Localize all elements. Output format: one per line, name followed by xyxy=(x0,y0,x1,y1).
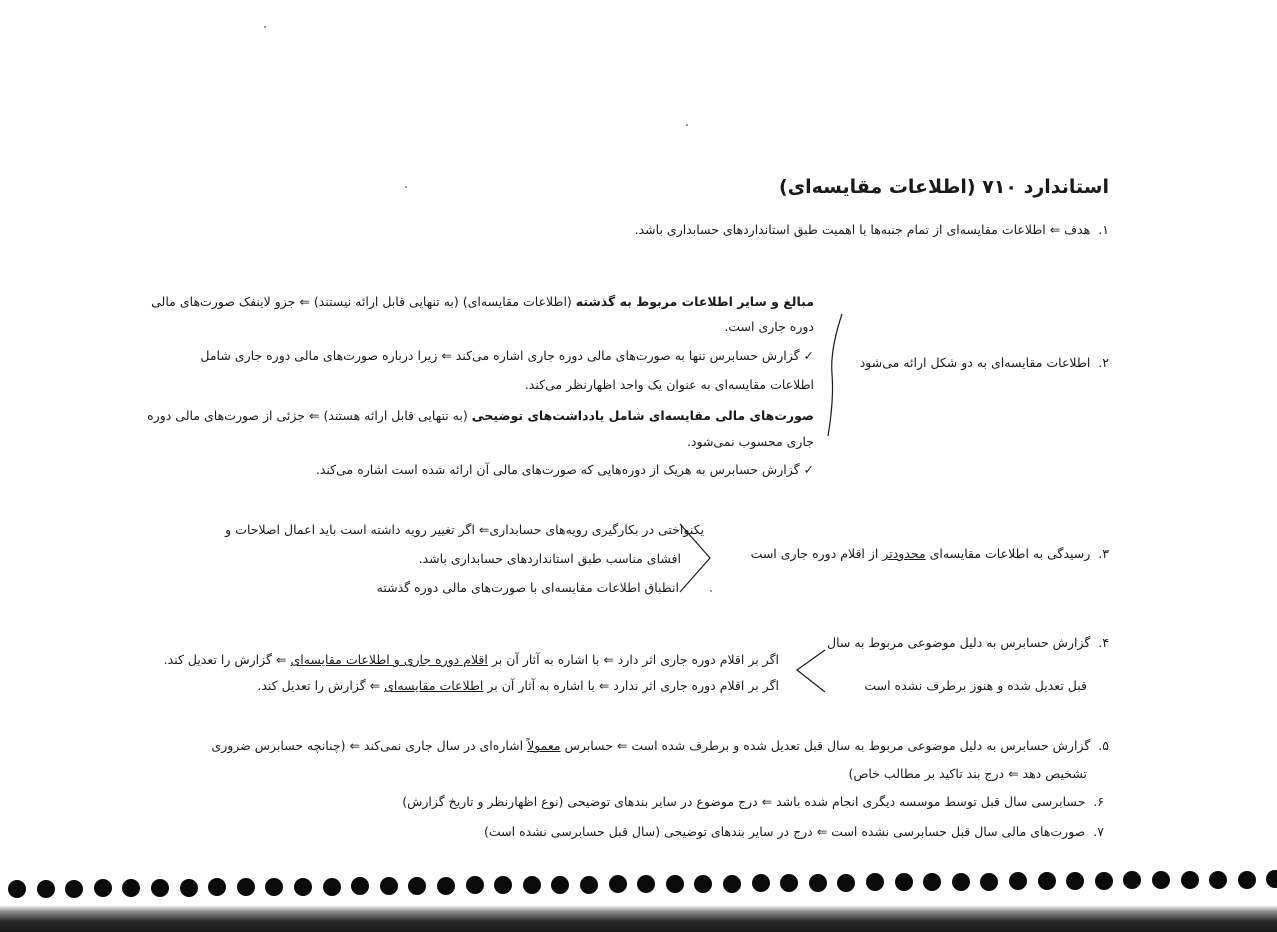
item-3-lead-underlined: محدودتر xyxy=(882,546,926,561)
item-3-b1-line1: یکنواختی در بکارگیری رویه‌های حسابداری⇐ اگر تغییر رویه داشته است باید اعمال اصلاحات و xyxy=(225,522,704,537)
item-2-b-line1 xyxy=(147,408,814,423)
binding-hole xyxy=(94,879,112,897)
binding-hole xyxy=(1181,871,1199,889)
item-4-b1 xyxy=(164,652,779,667)
binding-hole xyxy=(180,879,198,897)
binding-hole xyxy=(122,879,140,897)
item-3-lead-pre: رسیدگی به اطلاعات مقایسه‌ای xyxy=(925,546,1091,561)
binding-hole xyxy=(866,873,884,891)
item-6-text: حسابرسی سال قبل توسط موسسه دیگری انجام شده باشد ⇐ درج موضوع در سایر بندهای توضیحی (نوع اظهارنظر و تاریخ گزارش) xyxy=(402,794,1086,809)
binding-hole xyxy=(1095,872,1113,890)
item-3-lead xyxy=(751,546,1109,561)
binding-hole xyxy=(65,880,83,898)
binding-hole xyxy=(1152,871,1170,889)
binding-hole xyxy=(323,878,341,896)
binding-hole xyxy=(952,873,970,891)
binding-hole xyxy=(37,880,55,898)
item-5-line1-underlined: معمولاً xyxy=(527,738,561,753)
binding-hole xyxy=(1066,872,1084,890)
item-2-b-bold: صورت‌های مالی مقایسه‌ای شامل یادداشت‌های توضیحی xyxy=(471,408,814,423)
binding-hole xyxy=(752,874,770,892)
binding-hole xyxy=(437,877,455,895)
binding-hole xyxy=(551,876,569,894)
item-6 xyxy=(402,794,1104,809)
item-4-brace xyxy=(793,646,829,696)
binding-holes xyxy=(0,860,1277,900)
item-2-a-rest: (اطلاعات مقایسه‌ای) (به تنهایی قابل ارائه نیستند) ⇐ جزو لاینفک صورت‌های مالی xyxy=(151,294,576,309)
binding-hole xyxy=(809,874,827,892)
item-2-a-bold: مبالغ و سایر اطلاعات مربوط به گذشته xyxy=(575,294,814,309)
item-2-b-check: ✓ گزارش حسابرس به هریک از دوره‌هایی که صورت‌های مالی آن ارائه شده است اشاره می‌کند. xyxy=(315,462,814,477)
scan-speck xyxy=(264,26,266,28)
item-2-a-check1: ✓ گزارش حسابرس تنها به صورت‌های مالی دوره جاری اشاره می‌کند ⇐ زیرا درباره صورت‌های مالی دوره جاری شامل xyxy=(200,348,814,363)
binding-hole xyxy=(1123,871,1141,889)
item-7-text: صورت‌های مالی سال قبل حسابرسی نشده است ⇐ درج در سایر بندهای توضیحی (سال قبل حسابرسی نشده است) xyxy=(484,824,1086,839)
item-4-b2-underlined: اطلاعات مقایسه‌ای xyxy=(384,678,484,693)
item-number: ۶. xyxy=(1093,794,1104,809)
binding-hole xyxy=(637,875,655,893)
scan-speck xyxy=(686,124,688,126)
item-3-lead-post: از اقلام دوره جاری است xyxy=(750,546,883,561)
binding-hole xyxy=(609,875,627,893)
item-1 xyxy=(635,222,1109,237)
binding-hole xyxy=(923,873,941,891)
item-3-b1-line2: افشای مناسب طبق استانداردهای حسابداری باشد. xyxy=(418,551,681,566)
item-4-b1-post: ⇐ گزارش را تعدیل کند. xyxy=(163,652,291,667)
item-2-a-check2: اطلاعات مقایسه‌ای به عنوان یک واحد اظهارنظر می‌کند. xyxy=(524,377,814,392)
item-4-b2-pre: اگر بر اقلام دوره جاری اثر ندارد ⇐ با اشاره به آثار آن بر xyxy=(483,678,779,693)
item-number: ۴. xyxy=(1098,635,1109,650)
item-number: ۵. xyxy=(1098,738,1109,753)
item-2-b-rest: (به تنهایی قابل ارائه هستند) ⇐ جزئی از صورت‌های مالی دوره xyxy=(147,408,472,423)
item-2-a-line2: دوره جاری است. xyxy=(724,319,814,334)
binding-hole xyxy=(1266,870,1277,888)
binding-hole xyxy=(1209,871,1227,889)
item-5-line1-post: اشاره‌ای در سال جاری نمی‌کند ⇐ (چنانچه حسابرس ضروری xyxy=(211,738,528,753)
item-2-a-line1 xyxy=(151,294,814,309)
item-4-b1-underlined: اقلام دوره جاری و اطلاعات مقایسه‌ای xyxy=(290,652,488,667)
binding-hole xyxy=(580,876,598,894)
binding-hole xyxy=(1038,872,1056,890)
scan-bottom-edge xyxy=(0,905,1277,932)
item-3-b2: انطباق اطلاعات مقایسه‌ای با صورت‌های مالی دوره گذشته xyxy=(376,580,679,595)
binding-hole xyxy=(237,878,255,896)
binding-hole xyxy=(466,876,484,894)
item-2-b-line2: جاری محسوب نمی‌شود. xyxy=(686,434,814,449)
item-2-lead-text: اطلاعات مقایسه‌ای به دو شکل ارائه می‌شود xyxy=(859,355,1091,370)
binding-hole xyxy=(8,880,26,898)
item-4-b1-pre: اگر بر اقلام دوره جاری اثر دارد ⇐ با اشاره به آثار آن بر xyxy=(487,652,779,667)
binding-hole xyxy=(523,876,541,894)
binding-hole xyxy=(351,877,369,895)
item-number: ۷. xyxy=(1093,824,1104,839)
item-number: ۱. xyxy=(1098,222,1109,237)
binding-hole xyxy=(1009,872,1027,890)
item-4-lead1-text: گزارش حسابرس به دلیل موضوعی مربوط به سال xyxy=(827,635,1091,650)
scan-speck xyxy=(710,590,712,592)
binding-hole xyxy=(666,875,684,893)
binding-hole xyxy=(408,877,426,895)
binding-hole xyxy=(1238,871,1256,889)
binding-hole xyxy=(494,876,512,894)
page-title: استاندارد ۷۱۰ (اطلاعات مقایسه‌ای) xyxy=(779,176,1109,198)
item-4-lead2: قبل تعدیل شده و هنوز برطرف نشده است xyxy=(864,678,1087,693)
item-4-b2-post: ⇐ گزارش را تعدیل کند. xyxy=(257,678,385,693)
binding-hole xyxy=(694,875,712,893)
item-2-lead xyxy=(860,355,1109,370)
item-1-text: هدف ⇐ اطلاعات مقایسه‌ای از تمام جنبه‌ها با اهمیت طبق استانداردهای حسابداری باشد. xyxy=(634,222,1091,237)
item-5-line1-pre: گزارش حسابرس به دلیل موضوعی مربوط به سال قبل تعدیل شده و برطرف شده است ⇐ حسابرس xyxy=(560,738,1091,753)
item-5-line2: تشخیص دهد ⇐ درج بند تاکید بر مطالب خاص) xyxy=(848,766,1087,781)
scan-speck xyxy=(405,186,407,188)
item-4-lead1 xyxy=(827,635,1109,650)
item-4-b2 xyxy=(257,678,779,693)
binding-hole xyxy=(780,874,798,892)
item-2-brace xyxy=(826,310,846,440)
item-5-line1 xyxy=(211,738,1109,753)
binding-hole xyxy=(895,873,913,891)
binding-hole xyxy=(723,875,741,893)
binding-hole xyxy=(294,878,312,896)
item-number: ۳. xyxy=(1098,546,1109,561)
item-number: ۲. xyxy=(1098,355,1109,370)
binding-hole xyxy=(980,873,998,891)
binding-hole xyxy=(151,879,169,897)
item-7 xyxy=(484,824,1104,839)
binding-hole xyxy=(208,878,226,896)
binding-hole xyxy=(380,877,398,895)
binding-hole xyxy=(265,878,283,896)
binding-hole xyxy=(837,874,855,892)
